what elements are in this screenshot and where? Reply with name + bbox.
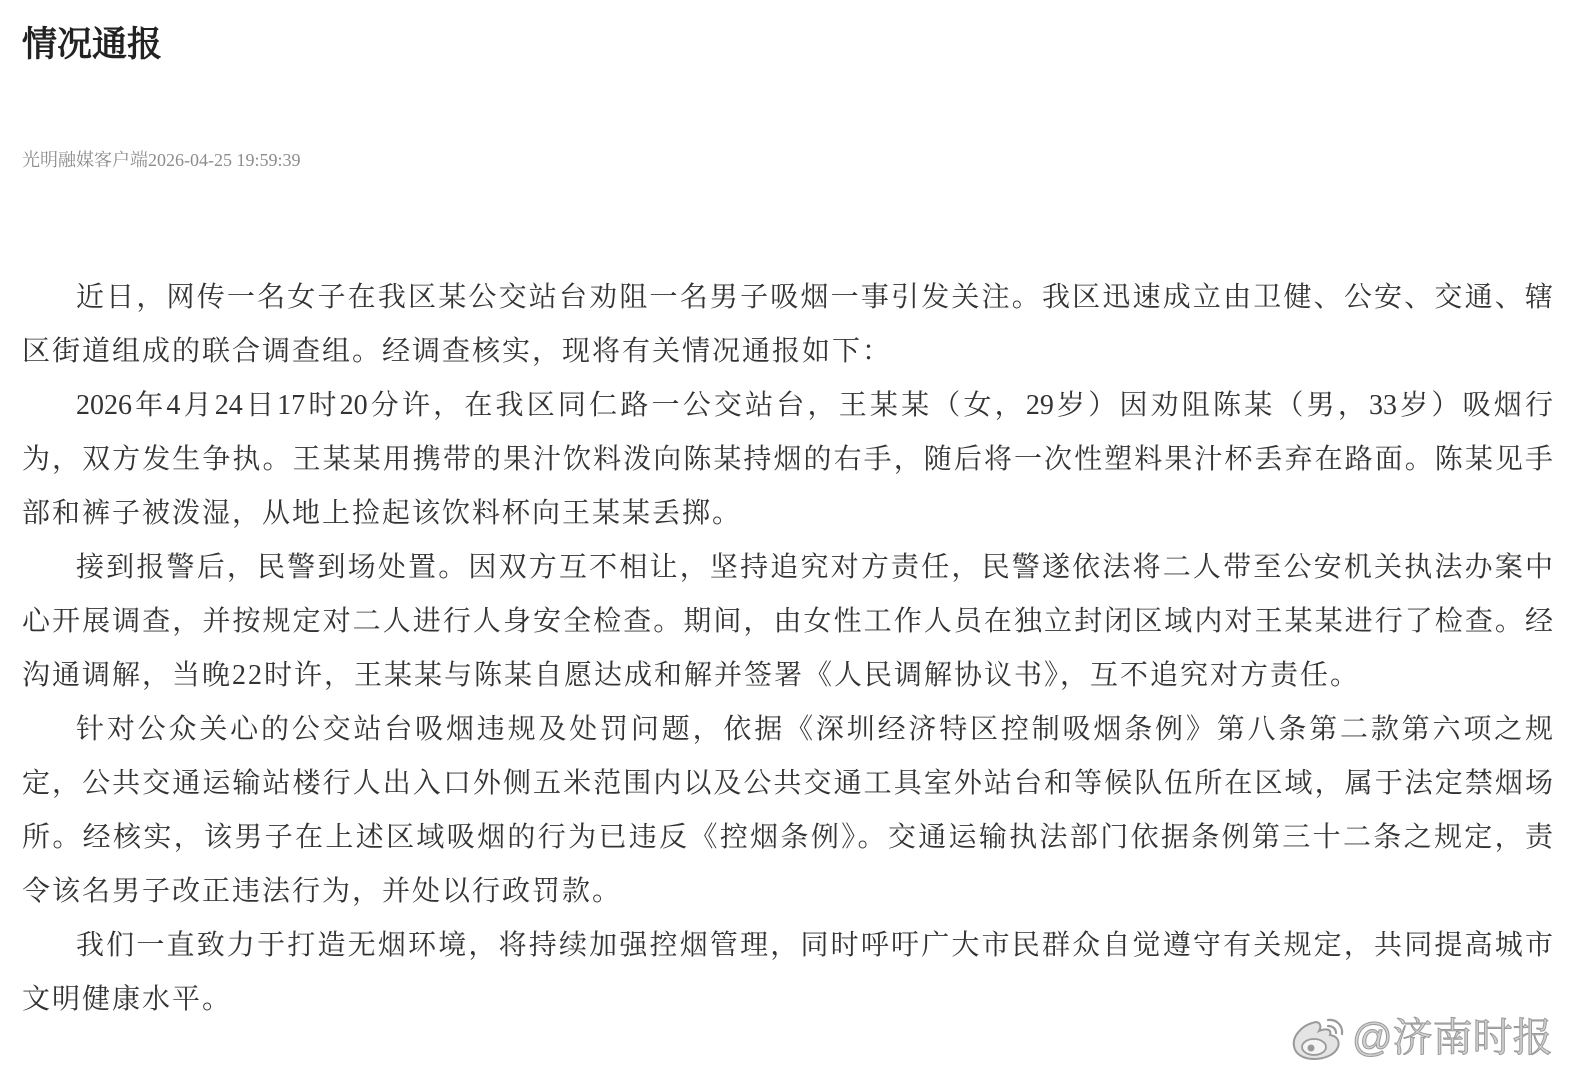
- page-title: 情况通报: [22, 25, 163, 64]
- paragraph: [22, 703, 1553, 919]
- paragraph-line: 定，公共交通运输站楼行人出入口外侧五米范围内以及公共交通工具室外站台和等候队伍所在区域，属于法定禁烟场: [22, 768, 1553, 799]
- paragraph-line: 针对公众关心的公交站台吸烟违规及处罚问题，依据《深圳经济特区控制吸烟条例》第八条第二款第六项之规: [76, 714, 1553, 745]
- paragraph: [22, 541, 1553, 703]
- paragraph-line: 接到报警后，民警到场处置。因双方互不相让，坚持追究对方责任，民警遂依法将二人带至公安机关执法办案中: [76, 552, 1553, 583]
- paragraph: [22, 919, 1553, 1027]
- paragraph-line: 令该名男子改正违法行为，并处以行政罚款。: [22, 876, 623, 907]
- paragraph: [22, 379, 1553, 541]
- paragraph-line: 2026年4月24日17时20分许，在我区同仁路一公交站台，王某某（女，29岁）因劝阻陈某（男，33岁）吸烟行: [76, 390, 1553, 421]
- weibo-logo-icon: [1290, 1014, 1348, 1062]
- paragraph-line: 沟通调解，当晚22时许，王某某与陈某自愿达成和解并签署《人民调解协议书》，互不追究对方责任。: [22, 660, 1361, 691]
- paragraph-line: 我们一直致力于打造无烟环境，将持续加强控烟管理，同时呼吁广大市民群众自觉遵守有关规定，共同提高城市: [76, 930, 1553, 961]
- article-body: [22, 271, 1553, 1027]
- paragraph-line: 部和裤子被泼湿，从地上捡起该饮料杯向王某某丢掷。: [22, 498, 743, 529]
- paragraph-line: 文明健康水平。: [22, 984, 233, 1015]
- source-line: 光明融媒客户端2026-04-25 19:59:39: [22, 150, 301, 170]
- watermark-text: @济南时报: [1352, 1016, 1553, 1060]
- paragraph-line: 区街道组成的联合调查组。经调查核实，现将有关情况通报如下：: [22, 336, 893, 367]
- paragraph-line: 为，双方发生争执。王某某用携带的果汁饮料泼向陈某持烟的右手，随后将一次性塑料果汁杯丢弃在路面。陈某见手: [22, 444, 1553, 475]
- paragraph: [22, 271, 1553, 379]
- paragraph-line: 近日，网传一名女子在我区某公交站台劝阻一名男子吸烟一事引发关注。我区迅速成立由卫健、公安、交通、辖: [76, 282, 1553, 313]
- watermark: [1290, 1012, 1553, 1064]
- paragraph-line: 所。经核实，该男子在上述区域吸烟的行为已违反《控烟条例》。交通运输执法部门依据条例第三十二条之规定，责: [22, 822, 1553, 853]
- paragraph-line: 心开展调查，并按规定对二人进行人身安全检查。期间，由女性工作人员在独立封闭区域内对王某某进行了检查。经: [22, 606, 1553, 637]
